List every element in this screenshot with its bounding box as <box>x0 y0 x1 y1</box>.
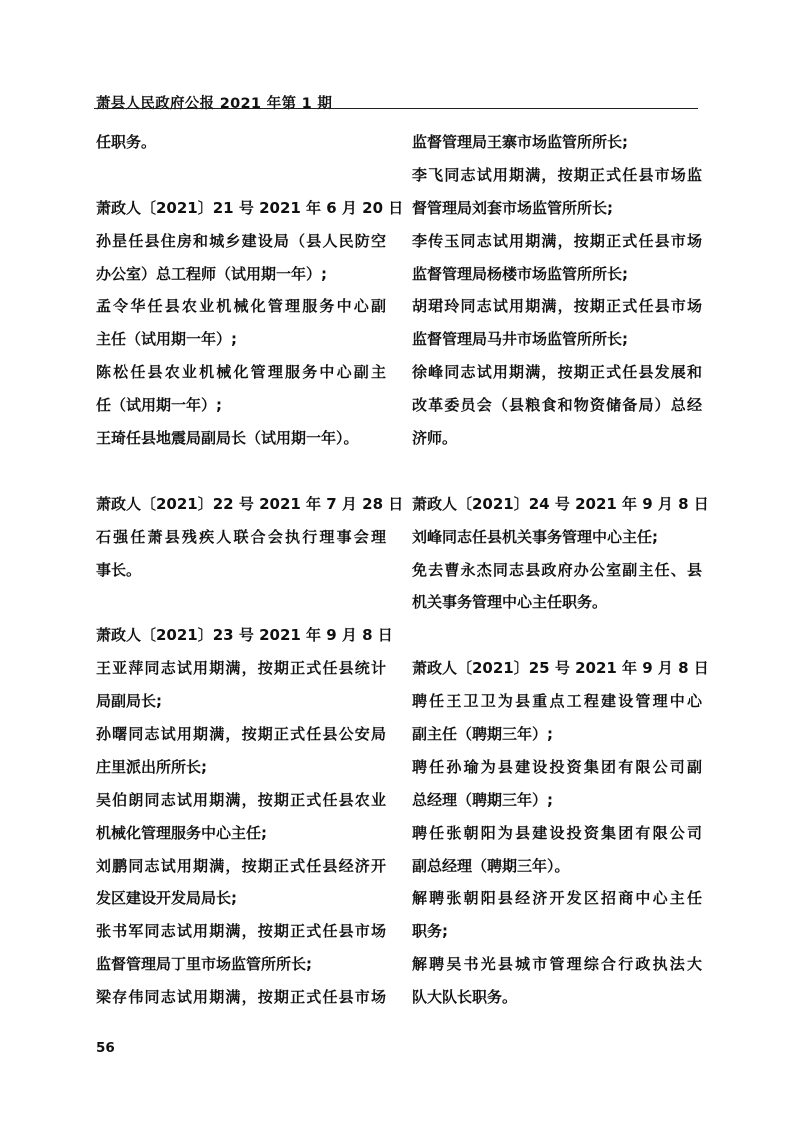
text-line: 聘任孙瑜为县建设投资集团有限公司副 <box>412 757 702 776</box>
text-line: 任（试用期一年）; <box>96 396 222 415</box>
text-line: 免去曹永杰同志县政府办公室副主任、县 <box>412 560 702 579</box>
text-line: 孙曙同志试用期满，按期正式任县公安局 <box>96 725 386 744</box>
text-line: 机械化管理服务中心主任; <box>96 823 267 842</box>
text-line: 徐峰同志试用期满，按期正式任县发展和 <box>412 363 702 382</box>
text-line: 副总经理（聘期三年）。 <box>412 856 570 875</box>
text-line: 队大队长职务。 <box>412 988 518 1007</box>
text-line: 庄里派出所所长; <box>96 757 207 776</box>
paragraph-gap <box>412 455 702 488</box>
text-line: 萧政人〔2021〕24 号 2021 年 9 月 8 日 <box>412 494 709 513</box>
text-line: 孙昰任县住房和城乡建设局（县人民防空 <box>96 231 386 250</box>
text-line: 督管理局刘套市场监管所所长; <box>412 198 613 217</box>
text-line: 解聘吴书光县城市管理综合行政执法大 <box>412 955 702 974</box>
header-rule <box>94 108 698 109</box>
text-line: 总经理（聘期三年）; <box>412 790 553 809</box>
text-line: 事长。 <box>96 560 142 579</box>
text-line: 吴伯朗同志试用期满，按期正式任县农业 <box>96 790 386 809</box>
text-line: 机关事务管理中心主任职务。 <box>412 593 608 612</box>
text-line: 解聘张朝阳县经济开发区招商中心主任 <box>412 889 702 908</box>
text-line: 任职务。 <box>96 133 157 151</box>
text-line: 刘鹏同志试用期满，按期正式任县经济开 <box>96 856 386 875</box>
text-line: 萧政人〔2021〕25 号 2021 年 9 月 8 日 <box>412 659 709 678</box>
text-line: 梁存伟同志试用期满，按期正式任县市场 <box>96 988 386 1007</box>
text-line: 石强任萧县残疾人联合会执行理事会理 <box>96 527 386 546</box>
text-line: 监督管理局丁里市场监管所所长; <box>96 955 313 974</box>
paragraph-gap <box>96 455 386 488</box>
text-line: 张书军同志试用期满，按期正式任县市场 <box>96 922 386 941</box>
text-line: 王琦任县地震局副局长（试用期一年）。 <box>96 429 359 448</box>
text-line: 孟令华任县农业机械化管理服务中心副 <box>96 297 386 316</box>
right-column <box>412 126 709 1014</box>
page-number: 56 <box>96 1040 115 1056</box>
paragraph-gap <box>96 159 386 192</box>
text-line: 监督管理局马井市场监管所所长; <box>412 330 629 349</box>
text-line: 胡珺玲同志试用期满，按期正式任县市场 <box>412 297 702 316</box>
text-line: 萧政人〔2021〕21 号 2021 年 6 月 20 日 <box>96 198 404 217</box>
text-line: 局副局长; <box>96 692 162 711</box>
text-line: 李飞同志试用期满，按期正式任县市场监 <box>412 165 702 184</box>
text-line: 副主任（聘期三年）; <box>412 725 553 744</box>
text-line: 刘峰同志任县机关事务管理中心主任; <box>412 527 659 546</box>
text-line: 聘任张朝阳为县建设投资集团有限公司 <box>412 823 702 842</box>
text-line: 萧政人〔2021〕22 号 2021 年 7 月 28 日 <box>96 494 404 513</box>
text-line: 监督管理局王寨市场监管所所长; <box>412 133 629 151</box>
header-title: 萧县人民政府公报 2021 年第 1 期 <box>96 96 333 112</box>
text-line: 陈松任县农业机械化管理服务中心副主 <box>96 363 386 382</box>
text-line: 主任（试用期一年）; <box>96 330 237 349</box>
paragraph-gap <box>412 619 702 652</box>
text-line: 王亚萍同志试用期满，按期正式任县统计 <box>96 659 386 678</box>
text-line: 济师。 <box>412 429 458 448</box>
left-column <box>96 126 404 1014</box>
text-line: 改革委员会（县粮食和物资储备局）总经 <box>412 396 702 415</box>
text-line: 办公室）总工程师（试用期一年）; <box>96 264 328 283</box>
text-line: 职务; <box>412 922 448 941</box>
text-line: 萧政人〔2021〕23 号 2021 年 9 月 8 日 <box>96 626 393 645</box>
text-line: 聘任王卫卫为县重点工程建设管理中心 <box>412 692 702 711</box>
text-line: 发区建设开发局局长; <box>96 889 237 908</box>
text-line: 李传玉同志试用期满，按期正式任县市场 <box>412 231 702 250</box>
text-line: 监督管理局杨楼市场监管所所长; <box>412 264 629 283</box>
paragraph-gap <box>96 586 386 619</box>
